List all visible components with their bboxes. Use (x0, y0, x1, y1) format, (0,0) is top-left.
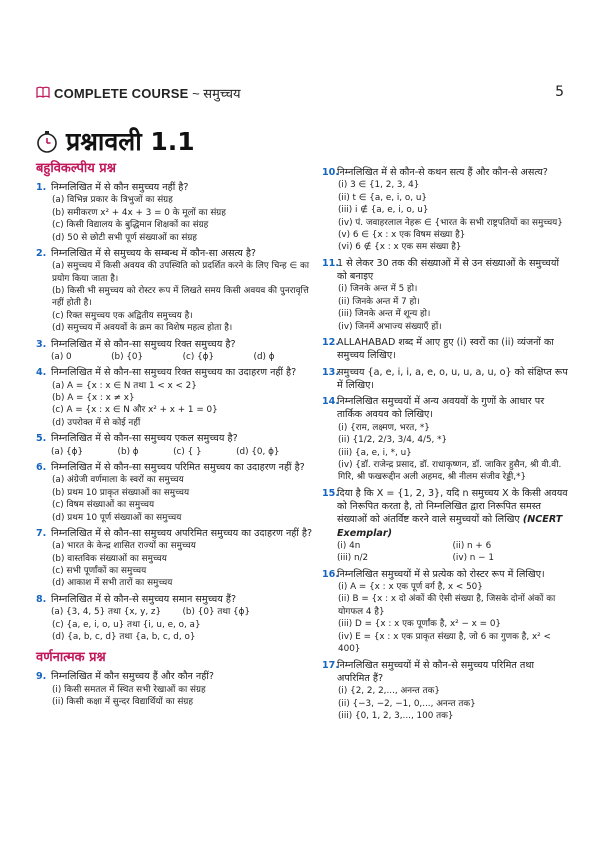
option: (ii) {−3, −2, −1, 0,..., अनन्त तक} (338, 698, 476, 709)
question-4 (36, 366, 314, 429)
question-number: 5. (36, 433, 47, 445)
option: (iii) n/2 (337, 553, 369, 564)
left-column (36, 160, 314, 708)
option: (a) भारत के केन्द्र शासित राज्यों का समुच्चय (52, 541, 196, 552)
question-text: निम्नलिखित में से कौन-से समुच्चय समान समुच्चय हैं? (51, 593, 237, 605)
option: (c) सभी पूर्णांकों का समुच्चय (52, 566, 147, 577)
question-17 (322, 659, 568, 723)
option: (i) जिनके अन्त में 5 हो। (338, 284, 418, 295)
option: (a) समुच्चय में किसी अवयव की उपस्थिति को प्रदर्शित करने के लिए चिन्ह ∈ का प्रयोग किया जाता है। (52, 261, 309, 284)
question-number: 8. (36, 593, 47, 605)
option: (c) { } (173, 446, 202, 457)
option: (a) A = {x : x ∈ N तथा 1 < x < 2} (52, 380, 197, 391)
question-3 (36, 338, 314, 364)
question-text: समुच्चय {a, e, i, i, a, e, o, u, u, a, u, o} को संक्षिप्त रूप में लिखिए। (337, 366, 568, 391)
option: (iv) जिनमें अभाज्य संख्याएँ हों। (338, 321, 442, 332)
option: (b) ϕ (117, 446, 139, 457)
option: (b) प्रथम 10 प्राकृत संख्याओं का समुच्चय (52, 487, 190, 498)
option: (b) A = {x : x ≠ x} (52, 393, 135, 404)
option: (i) {2, 2, 2,..., अनन्त तक} (338, 686, 440, 697)
question-12 (322, 336, 568, 363)
question-14 (322, 395, 568, 484)
question-text: निम्नलिखित में कौन समुच्चय हैं और कौन नहीं? (51, 671, 214, 683)
option: (c) रिक्त समुच्चय एक अद्वितीय समुच्चय है। (52, 310, 193, 321)
question-number: 14. (322, 396, 339, 408)
question-number: 12. (322, 336, 339, 348)
option: (vi) 6 ∉ {x : x एक सम संख्या है} (338, 242, 462, 253)
question-5 (36, 432, 314, 458)
option: (iv) {डॉ. राजेन्द्र प्रसाद, डॉ. राधाकृष्णन, डॉ. जाकिर हुसैन, श्री वी.वी. गिरि, श्री फखरूद्दीन अली अहमद, श्री नीलम संजीव रेड्डी,*} (338, 459, 562, 483)
section-heading-descriptive: वर्णनात्मक प्रश्न (36, 650, 106, 666)
option: (iii) {a, e, i, *, u} (338, 447, 412, 458)
question-number: 13. (322, 366, 339, 378)
question-text: निम्नलिखित समुच्चयों में से कौन-से समुच्चय परिमित तथा अपरिमित हैं? (337, 659, 534, 684)
option: (d) ϕ (253, 351, 275, 362)
question-text: निम्नलिखित में से कौन-सा समुच्चय एकल समुच्चय है? (51, 433, 238, 445)
question-11 (322, 257, 568, 333)
option: (ii) t ∈ {a, e, i, o, u} (338, 192, 428, 203)
question-number: 2. (36, 247, 47, 259)
question-text: निम्नलिखित समुच्चयों में से प्रत्येक को रोस्टर रूप में लिखिए। (337, 568, 545, 580)
question-text: दिया है कि X = {1, 2, 3}, यदि n समुच्चय X के किसी अवयव को निरूपित करता है, तो निम्नलिखित द्वारा निरूपित समस्त संख्याओं को अंतर्विष्ट करने वाले समुच्चयों को लिखिए (NCERT Exemplar) (337, 487, 568, 539)
option: (a) विभिन्न प्रकार के त्रिभुजों का संग्रह (52, 195, 173, 206)
book-open-icon (36, 86, 50, 98)
stopwatch-icon (36, 130, 58, 154)
option: (d) उपरोक्त में से कोई नहीं (52, 417, 141, 428)
page-title: प्रश्नावली 1.1 (66, 127, 195, 156)
question-text: निम्नलिखित में से कौन-से कथन सत्य हैं और कौन-से असत्य? (337, 167, 548, 178)
question-text: ALLAHABAD शब्द में आए हुए (i) स्वरों का (ii) व्यंजनों का समुच्चय लिखिए। (337, 336, 554, 362)
option: (a) 0 (51, 351, 72, 362)
option: (d) आकाश में सभी तारों का समुच्चय (52, 578, 173, 589)
option: (ii) B = {x : x दो अंकों की ऐसी संख्या है, जिसके दोनों अंकों का योगफल 4 है} (338, 594, 556, 617)
option: (ii) किसी कक्षा में सुन्दर विद्यार्थियों का संग्रह (52, 697, 194, 708)
option: (iii) i ∉ {a, e, i, o, u} (338, 205, 429, 216)
question-8 (36, 593, 314, 644)
option: (d) {0, ϕ} (236, 446, 280, 457)
question-number: 17. (322, 659, 339, 671)
section-heading-mcq: बहुविकल्पीय प्रश्न (36, 161, 116, 176)
question-number: 9. (36, 671, 47, 683)
option: (b) समीकरण x² + 4x + 3 = 0 के मूलों का संग्रह (52, 207, 226, 218)
option: (d) समुच्चय में अवयवों के क्रम का विशेष महत्व होता है। (52, 323, 233, 334)
option: (i) {राम, लक्ष्मण, भरत, *} (338, 422, 430, 433)
option: (ii) जिनके अन्त में 7 हो। (338, 296, 420, 307)
question-6 (36, 461, 314, 524)
question-1 (36, 181, 314, 244)
option: (i) A = {x : x एक पूर्ण वर्ग है, x < 50} (338, 582, 483, 593)
option: (d) {a, b, c, d} तथा {a, b, c, d, o} (52, 631, 196, 642)
option: (c) विषम संख्याओं का समुच्चय (52, 500, 155, 511)
question-number: 15. (322, 487, 339, 499)
question-number: 10. (322, 167, 339, 178)
page-header (36, 84, 564, 104)
right-column (322, 163, 568, 722)
option: (iv) E = {x : x एक प्राकृत संख्या है, जो 6 का गुणक है, x² < 400} (338, 631, 551, 655)
question-9 (36, 670, 314, 708)
question-7 (36, 527, 314, 590)
option: (ii) {1/2, 2/3, 3/4, 4/5, *} (338, 435, 448, 446)
option: (c) {ϕ} (182, 351, 215, 362)
question-number: 4. (36, 367, 47, 379)
question-number: 1. (36, 182, 47, 193)
option: (iii) D = {x : x एक पूर्णांक है, x² − x = 0} (338, 619, 502, 630)
option: (d) प्रथम 10 पूर्ण संख्याओं का समुच्चय (52, 512, 182, 523)
question-text: निम्नलिखित समुच्चयों में अन्य अवयवों के गुणों के आधार पर तार्किक अवयव को लिखिए। (337, 396, 545, 421)
ncert-exemplar-tag: (NCERT Exemplar) (337, 514, 563, 539)
question-16 (322, 568, 568, 656)
option: (iii) {0, 1, 2, 3,..., 100 तक} (338, 710, 454, 721)
option: (b) {0} तथा {ϕ} (182, 607, 251, 618)
option: (b) किसी भी समुच्चय को रोस्टर रूप में लिखते समय किसी अवयव की पुनरावृत्ति नहीं होती है। (52, 286, 309, 309)
option: (c) A = {x : x ∈ N और x² + x + 1 = 0} (52, 405, 218, 416)
option: (a) अंग्रेजी वर्णमाला के स्वरों का समुच्चय (52, 475, 184, 486)
page-number: 5 (555, 84, 564, 100)
option: (d) 50 से छोटी सभी पूर्ण संख्याओं का संग्रह (52, 232, 197, 243)
question-15 (322, 487, 568, 565)
option: (v) 6 ∈ {x : x एक विषम संख्या है} (338, 229, 466, 240)
option: (b) {0} (111, 351, 144, 362)
option: (i) 3 ∈ {1, 2, 3, 4} (338, 180, 420, 191)
option: (i) किसी समतल में स्थित सभी रेखाओं का संग्रह (52, 684, 206, 695)
question-text: निम्नलिखित में से समुच्चय के सम्बन्ध में कौन-सा असत्य है? (51, 247, 257, 259)
question-13 (322, 366, 568, 393)
question-10 (322, 166, 568, 254)
question-number: 3. (36, 338, 47, 350)
option: (b) वास्तविक संख्याओं का समुच्चय (52, 553, 167, 564)
option: (iii) जिनके अन्त में शून्य हो। (338, 309, 431, 320)
question-number: 7. (36, 527, 47, 539)
question-number: 16. (322, 568, 339, 580)
option: (i) 4n (337, 540, 361, 551)
option: (a) {ϕ} (51, 446, 84, 457)
question-number: 6. (36, 461, 47, 473)
option: (ii) n + 6 (452, 540, 492, 551)
option: (c) किसी विद्यालय के बुद्धिमान शिक्षकों का संग्रह (52, 220, 209, 231)
question-text: निम्नलिखित में से कौन-सा समुच्चय अपरिमित समुच्चय का उदाहरण नहीं है? (51, 527, 313, 539)
course-label: COMPLETE COURSE ~ समुच्चय (54, 86, 241, 101)
option: (c) {a, e, i, o, u} तथा {i, u, e, o, a} (52, 619, 201, 630)
question-text: निम्नलिखित में से कौन-सा समुच्चय परिमित समुच्चय का उदाहरण नहीं है? (51, 461, 305, 473)
question-2 (36, 247, 314, 335)
question-text: निम्नलिखित में से कौन समुच्चय नहीं है? (51, 182, 189, 193)
question-text: निम्नलिखित में से कौन-सा समुच्चय रिक्त समुच्चय का उदाहरण नहीं है? (51, 367, 297, 379)
question-text: 1 से लेकर 30 तक की संख्याओं में से उन संख्याओं के समुच्चयों को बनाइए (337, 257, 559, 283)
option: (iv) n − 1 (452, 553, 494, 564)
question-text: निम्नलिखित में से कौन-सा समुच्चय रिक्त समुच्चय है? (51, 338, 236, 350)
question-number: 11. (322, 257, 339, 269)
option: (iv) पं. जवाहरलाल नेहरू ∈ {भारत के सभी राष्ट्रपतियों का समुच्चय} (338, 217, 563, 228)
option: (a) {3, 4, 5} तथा {x, y, z} (51, 607, 162, 618)
